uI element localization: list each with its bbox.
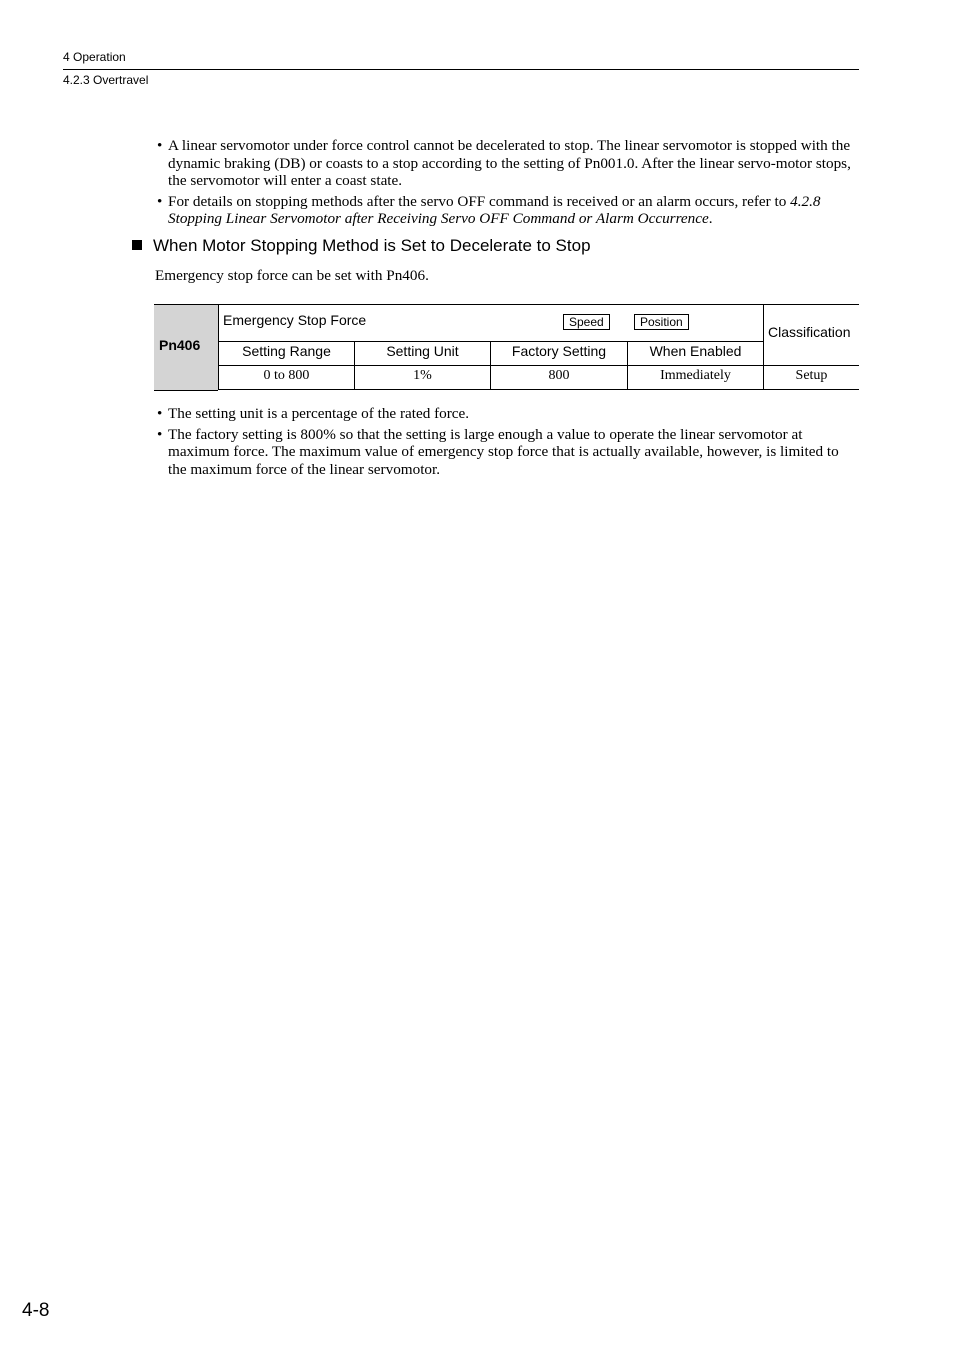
section-heading-text: When Motor Stopping Method is Set to Decelerate to Stop <box>153 236 591 255</box>
square-bullet-icon <box>132 240 142 250</box>
note-item: • For details on stopping methods after the servo OFF command is received or an alarm occurs, refer to 4.2.8 Stopping Linear Servomotor after Receiving Servo OFF Command or Alarm Occurrence. <box>157 192 821 227</box>
note-text: The factory setting is 800% so that the setting is large enough a value to operate the linear servomotor at maximum force. The maximum value of emergency stop force that is actually available, however, is limited to the maximum force of the linear servomotor. <box>168 425 839 478</box>
note-item: • The setting unit is a percentage of the rated force. <box>157 405 470 422</box>
note-text: A linear servomotor under force control cannot be decelerated to stop. The linear servomotor is stopped with the dynamic braking (DB) or coasts to a stop according to the setting of Pn001.0. After the linear servo-motor stops, the servomotor will enter a coast state. <box>168 137 851 189</box>
value-setting-unit: 1% <box>413 368 432 383</box>
header-setting-range: Setting Range <box>242 343 331 359</box>
note-item: • A linear servomotor under force control cannot be decelerated to stop. The linear servomotor is stopped with the dynamic braking (DB) or coasts to a stop according to the setting of Pn001.0. After the linear servo-motor stops, the servomotor will enter a coast state. <box>157 137 851 189</box>
notes-list-top <box>157 137 859 231</box>
note-tail: . <box>708 210 713 227</box>
running-header-section: 4.2.3 Overtravel <box>63 73 149 87</box>
header-factory-setting: Factory Setting <box>511 343 607 359</box>
header-when-enabled: When Enabled <box>649 343 742 359</box>
value-classification: Setup <box>795 368 828 383</box>
value-factory-setting: 800 <box>548 368 570 383</box>
position-mode-tag: Position <box>634 314 689 330</box>
note-text: The setting unit is a percentage of the rated force. <box>168 405 470 422</box>
header-classification: Classification <box>768 324 851 340</box>
page-number: 4-8 <box>22 1300 50 1321</box>
notes-list-bottom <box>157 405 859 481</box>
section-heading <box>132 236 591 256</box>
parameter-table <box>154 304 859 390</box>
header-setting-unit: Setting Unit <box>386 343 459 359</box>
value-when-enabled: Immediately <box>660 368 731 383</box>
parameter-number: Pn406 <box>159 337 201 353</box>
cross-reference: 4.2.8 Stopping Linear Servomotor after Receiving Servo OFF Command or Alarm Occurrence <box>168 192 821 227</box>
note-text: For details on stopping methods after the servo OFF command is received or an alarm occurs, refer to <box>168 192 791 210</box>
header-rule <box>63 69 859 70</box>
note-item: • The factory setting is 800% so that the setting is large enough a value to operate the linear servomotor at maximum force. The maximum value of emergency stop force that is actually available, however, is limited to the maximum force of the linear servomotor. <box>157 425 839 478</box>
running-header-chapter: 4 Operation <box>63 50 126 64</box>
intro-text: Emergency stop force can be set with Pn406. <box>155 267 429 284</box>
parameter-number-cell <box>154 304 218 391</box>
value-setting-range: 0 to 800 <box>263 368 310 383</box>
parameter-name: Emergency Stop Force <box>223 312 367 328</box>
speed-mode-tag: Speed <box>563 314 610 330</box>
